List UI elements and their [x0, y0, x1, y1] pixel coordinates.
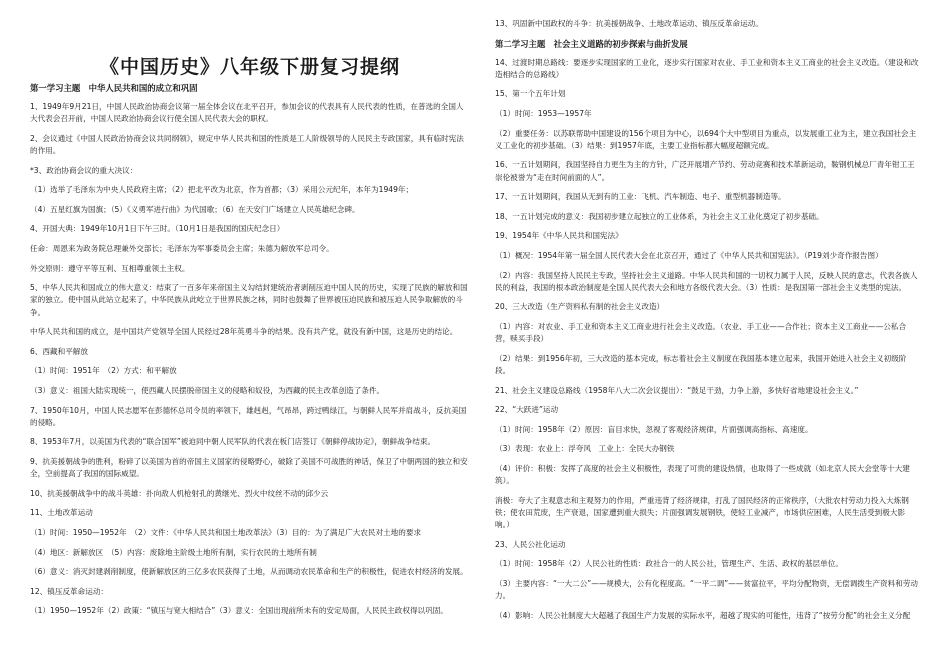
- paragraph: 11、土地改革运动: [30, 508, 93, 518]
- paragraph: （1）1950—1952年（2）政策：“镇压与宽大相结合”（3）意义：全国出现前所未有的安定局面，人民民主政权得以巩固。: [30, 606, 448, 616]
- paragraph: 18、一五计划完成的意义：我国初步建立起独立的工业体系，为社会主义工业化奠定了初步基础。: [495, 211, 824, 221]
- paragraph: 6、西藏和平解放: [30, 346, 88, 356]
- section-heading: 第一学习主题 中华人民共和国的成立和巩固: [30, 83, 198, 93]
- paragraph: 中华人民共和国的成立，是中国共产党领导全国人民经过28年英勇斗争的结果。没有共产党，就没有新中国，这是历史的结论。: [30, 327, 458, 337]
- paragraph: 4、开国大典：1949年10月1日下午三时。（10月1日是我国的国庆纪念日）: [30, 224, 285, 234]
- paragraph: 8、1953年7月，以美国为代表的“联合国军”被迫同中朝人民军队的代表在板门店签订《朝鲜停战协定》，朝鲜战争结束。: [30, 437, 436, 447]
- paragraph: （3）意义：祖国大陆实现统一，使西藏人民摆脱帝国主义的侵略和奴役，为西藏的民主改革创造了条件。: [30, 385, 385, 395]
- paragraph: 10、抗美援朝战争中的战斗英雄：扑向敌人机枪射孔的黄继光、烈火中纹丝不动的邱少云: [30, 488, 329, 498]
- paragraph: 19、1954年《中华人民共和国宪法》: [495, 231, 623, 241]
- paragraph: （4）影响：人民公社制度大大超越了我国生产力发展的实际水平，超越了现实的可能性，违背了“按劳分配”的社会主义分配: [495, 610, 911, 620]
- paragraph: 1、1949年9月21日，中国人民政治协商会议第一届全体会议在北平召开，参加会议的代表具有人民代表的性质，在普选的全国人大代表会召开前，中国人民政治协商会议行使全国人民代表大会的职权。: [30, 102, 464, 124]
- paragraph: 22、“大跃进”运动: [495, 405, 559, 415]
- section-heading: 第二学习主题 社会主义道路的初步探索与曲折发展: [495, 38, 688, 49]
- paragraph: 17、一五计划期间，我国从无到有的工业：飞机、汽车制造、电子、重型机器制造等。: [495, 192, 786, 202]
- paragraph: （1）时间：1951年 （2）方式：和平解放: [30, 366, 177, 376]
- paragraph: （1）内容：对农业、手工业和资本主义工商业进行社会主义改造。（农业、手工业——合作社；资本主义工商业——公私合营，赎买手段）: [495, 321, 907, 344]
- paragraph: 14、过渡时期总路线：要逐步实现国家的工业化，逐步实行国家对农业、手工业和资本主义工商业的社会主义改造。（建设和改造相结合的总路线）: [495, 57, 919, 79]
- right-column: [495, 0, 920, 672]
- paragraph: （1）概况：1954年第一届全国人民代表大会在北京召开，通过了《中华人民共和国宪法》。（P19刘少奇作报告图）: [495, 250, 883, 260]
- left-content: [30, 82, 470, 625]
- paragraph: （1）时间：1953—1957年: [495, 108, 592, 118]
- paragraph: 9、抗美援朝战争的胜利，粉碎了以美国为首的帝国主义国家的侵略野心，破除了美国不可战胜的神话，保卫了中朝两国的独立和安全，空前提高了我国的国际威望。: [30, 456, 468, 479]
- left-column: [30, 0, 470, 672]
- paragraph: （1）时间：1958年（2）人民公社的性质：政社合一的人民公社，管理生产、生活、政权的基层单位。: [495, 559, 843, 569]
- paragraph: 7、1950年10月，中国人民志愿军在彭德怀总司令员的率领下，雄赳赳，气昂昂，跨过鸭绿江，与朝鲜人民军并肩战斗，反抗美国的侵略。: [30, 405, 467, 427]
- paragraph: （4）评价：积极：发挥了高度的社会主义积极性，表现了可贵的建设热情，也取得了一些成就（如北京人民大会堂等十大建筑）。: [495, 463, 910, 486]
- paragraph: （3）主要内容：“一大二公”——规模大，公有化程度高。“一平二调”——贫富拉平，平均分配物资，无偿调拨生产资料和劳动力。: [495, 578, 919, 601]
- paragraph: （6）意义：消灭封建剥削制度，使新解放区的三亿多农民获得了土地，从而调动农民革命和生产的积极性，促进农村经济的发展。: [30, 567, 468, 577]
- paragraph: 16、一五计划期间，我国坚持自力更生为主的方针，广泛开展增产节约、劳动竞赛和技术革新运动，鞍钢机械总厂青年钳工王崇伦被誉为“走在时间前面的人”。: [495, 160, 915, 182]
- paragraph: 15、第一个五年计划: [495, 89, 566, 99]
- page-title: 《中国历史》八年级下册复习提纲: [99, 56, 400, 78]
- paragraph: （3）表现：农业上：浮夸风 工业上：全民大办钢铁: [495, 444, 675, 454]
- paragraph: （1）时间：1950—1952年 （2）文件：《中华人民共和国土地改革法》（3）目的：为了满足广大农民对土地的要求: [30, 527, 422, 537]
- right-content: [495, 18, 920, 629]
- paragraph: （2）内容：我国坚持人民民主专政，坚持社会主义道路。中华人民共和国的一切权力属于人民，反映人民的意志，代表各族人民的利益，我国的根本政治制度是全国人民代表大会和地方各级代表大会。（3）性质：是我国第一部社会主义类型的宪法。: [495, 270, 918, 292]
- paragraph: （1）时间：1958年（2）原因：盲目求快，忽视了客观经济规律，片面强调高指标、高速度。: [495, 424, 813, 434]
- paragraph: 消极：夸大了主观意志和主观努力的作用，严重违背了经济规律，打乱了国民经济的正常秩序，（大批农村劳动力投入大炼钢铁；使农田荒废，生产衰退，国家遭到重大损失；片面强调发展钢铁，使轻工业减产，市场供应困难，人民生活受到极大影响。）: [495, 495, 909, 530]
- paragraph: （2）重要任务：以苏联帮助中国建设的156个项目为中心，以694个大中型项目为重点，以发展重工业为主，建立我国社会主义工业化的初步基础。（3）结果：到1957年底，主要工业指标都大幅度超额完成。: [495, 128, 917, 150]
- paragraph: 23、人民公社化运动: [495, 539, 566, 549]
- paragraph: 12、镇压反革命运动：: [30, 586, 109, 596]
- paragraph: （4）地区：新解放区 （5）内容：废除地主阶级土地所有制，实行农民的土地所有制: [30, 547, 317, 557]
- paragraph: 21、社会主义建设总路线（1958年八大二次会议提出）：“鼓足干劲，力争上游，多快好省地建设社会主义。”: [495, 385, 859, 395]
- paragraph: 5、中华人民共和国成立的伟大意义：结束了一百多年来帝国主义勾结封建统治者剥削压迫中国人民的历史，实现了民族的解放和国家的独立。使中国从此站立起来了，中华民族从此屹立于世界民族之林，同时也鼓舞了世界被压迫民族和被压迫人民争取解放的斗争。: [30, 283, 468, 317]
- paragraph: 外交原则：遵守平等互利、互相尊重领土主权。: [30, 263, 190, 273]
- paragraph: （4）五星红旗为国旗；（5）《义勇军进行曲》为代国歌；（6）在天安门广场建立人民英雄纪念碑。: [30, 204, 360, 214]
- paragraph: 任命：周恩来为政务院总理兼外交部长；毛泽东为军事委员会主席；朱德为解放军总司令。: [30, 243, 334, 253]
- paragraph: （1）选举了毛泽东为中央人民政府主席；（2）把北平改为北京，作为首都；（3）采用公元纪年，本年为1949年；: [30, 185, 414, 195]
- paragraph: *3、政治协商会议的重大决议：: [30, 165, 138, 175]
- paragraph: 20、三大改造（生产资料私有制的社会主义改造）: [495, 302, 665, 312]
- paragraph: （2）结果：到1956年初，三大改造的基本完成，标志着社会主义制度在我国基本建立起来，我国开始进入社会主义初级阶段。: [495, 353, 907, 375]
- paragraph: 13、巩固新中国政权的斗争：抗美援朝战争、土地改革运动、镇压反革命运动。: [495, 19, 763, 28]
- paragraph: 2、会议通过《中国人民政治协商会议共同纲领》，规定中华人民共和国的性质是工人阶级领导的人民民主专政国家，具有临时宪法的作用。: [30, 133, 464, 155]
